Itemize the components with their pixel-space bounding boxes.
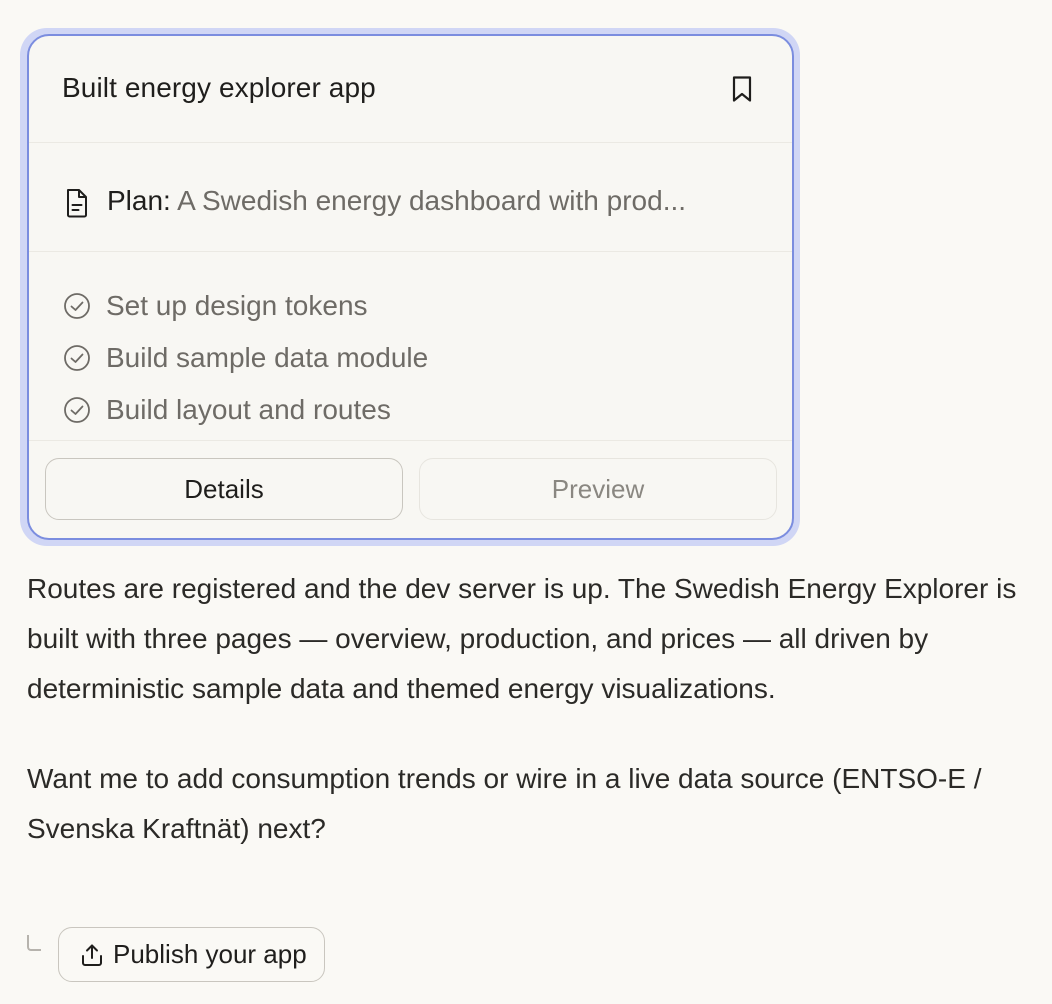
plan-summary [107,185,757,217]
task-label: Build sample data module [106,342,429,373]
document-icon [64,188,90,218]
message-paragraph: Want me to add consumption trends or wire in a live data source (ENTSO-E / Svenska Kraftnät) next? [27,763,982,844]
plan-row[interactable] [29,143,792,252]
task-label: Set up design tokens [106,290,368,321]
assistant-message [27,564,1037,854]
plan-label: Plan: [107,185,171,216]
message-paragraph: Routes are registered and the dev server is up. The Swedish Energy Explorer is built with three pages — overview, production, and prices — all driven by deterministic sample data and themed energy visualizations. [27,573,1017,704]
task-item [62,289,368,323]
card-header [29,36,792,143]
task-label: Build layout and routes [106,394,391,425]
check-circle-icon [62,291,92,321]
card-title: Built energy explorer app [62,72,376,103]
task-summary-card [27,34,794,540]
plan-description: A Swedish energy dashboard with prod... [177,185,687,216]
check-circle-icon [62,343,92,373]
preview-button[interactable]: Preview [419,458,777,520]
upload-icon [79,942,105,968]
branch-connector [27,935,41,951]
task-item [62,393,391,427]
task-item [62,341,428,375]
publish-app-button[interactable] [58,927,325,982]
bookmark-icon[interactable] [730,75,754,103]
publish-label: Publish your app [113,939,307,969]
task-list [29,252,792,441]
details-button[interactable]: Details [45,458,403,520]
check-circle-icon [62,395,92,425]
